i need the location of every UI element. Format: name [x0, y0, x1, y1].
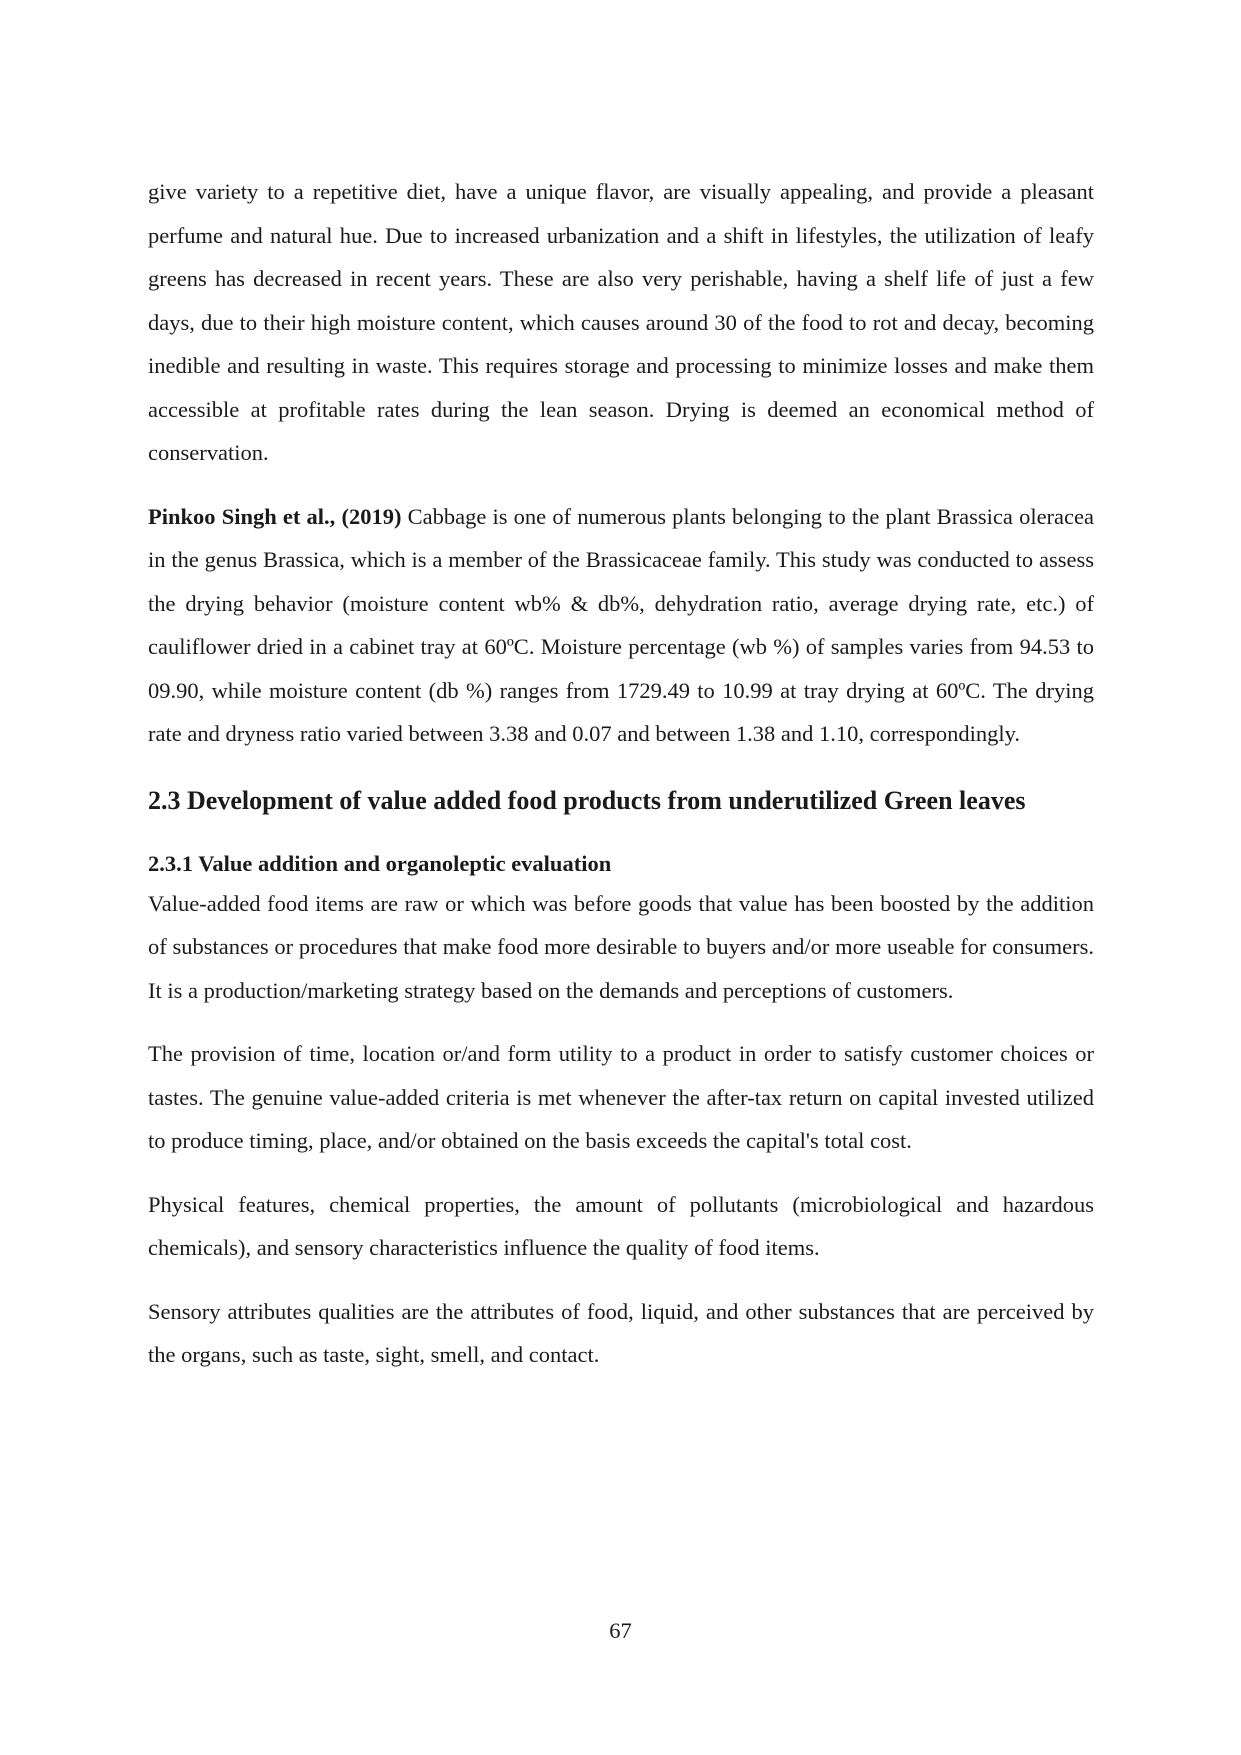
paragraph-quality: Physical features, chemical properties, the amount of pollutants (microbiological and hazardous chemicals), and sensory characteristics influence the quality of food items. — [148, 1191, 1094, 1260]
subsection-heading: 2.3.1 Value addition and organoleptic evaluation — [148, 850, 612, 876]
paragraph-sensory: Sensory attributes qualities are the attributes of food, liquid, and other substances that are perceived by the organs, such as taste, sight, smell, and contact. — [148, 1298, 1094, 1367]
paragraph-value-added: Value-added food items are raw or which was before goods that value has been boosted by the addition of substances or procedures that make food more desirable to buyers and/or more useable for consumers. It is a production/marketing strategy based on the demands and perceptions of customers. — [148, 890, 1094, 1003]
paragraph-leafy-greens: give variety to a repetitive diet, have a unique flavor, are visually appealing, and provide a pleasant perfume and natural hue. Due to increased urbanization and a shift in lifestyles, the utilization of leafy greens has decreased in recent years. These are also very perishable, having a shelf life of just a few days, due to their high moisture content, which causes around 30 of the food to rot and decay, becoming inedible and resulting in waste. This requires storage and processing to minimize losses and make them accessible at profitable rates during the lean season. Drying is deemed an economical method of conservation. — [148, 179, 1094, 465]
page-number: 67 — [609, 1618, 632, 1643]
citation-author: Pinkoo Singh et al., (2019) — [148, 503, 402, 529]
paragraph-pinkoo-singh — [148, 495, 1094, 756]
document-body — [148, 170, 1094, 1397]
paragraph-text: Cabbage is one of numerous plants belonging to the plant Brassica oleracea in the genus Brassica, which is a member of the Brassicaceae family. This study was conducted to assess the drying behavior (moisture content wb% & db%, dehydration ratio, average drying rate, etc.) of cauliflower dried in a cabinet tray at 60ºC. Moisture percentage (wb %) of samples varies from 94.53 to 09.90, while moisture content (db %) ranges from 1729.49 to 10.99 at tray drying at 60ºC. The drying rate and dryness ratio varied between 3.38 and 0.07 and between 1.38 and 1.10, correspondingly. — [148, 503, 1094, 746]
paragraph-utility: The provision of time, location or/and form utility to a product in order to satisfy customer choices or tastes. The genuine value-added criteria is met whenever the after-tax return on capital invested utilized to produce timing, place, and/or obtained on the basis exceeds the capital's total cost. — [148, 1041, 1094, 1153]
section-heading: 2.3 Development of value added food products from underutilized Green leaves — [148, 785, 1026, 815]
